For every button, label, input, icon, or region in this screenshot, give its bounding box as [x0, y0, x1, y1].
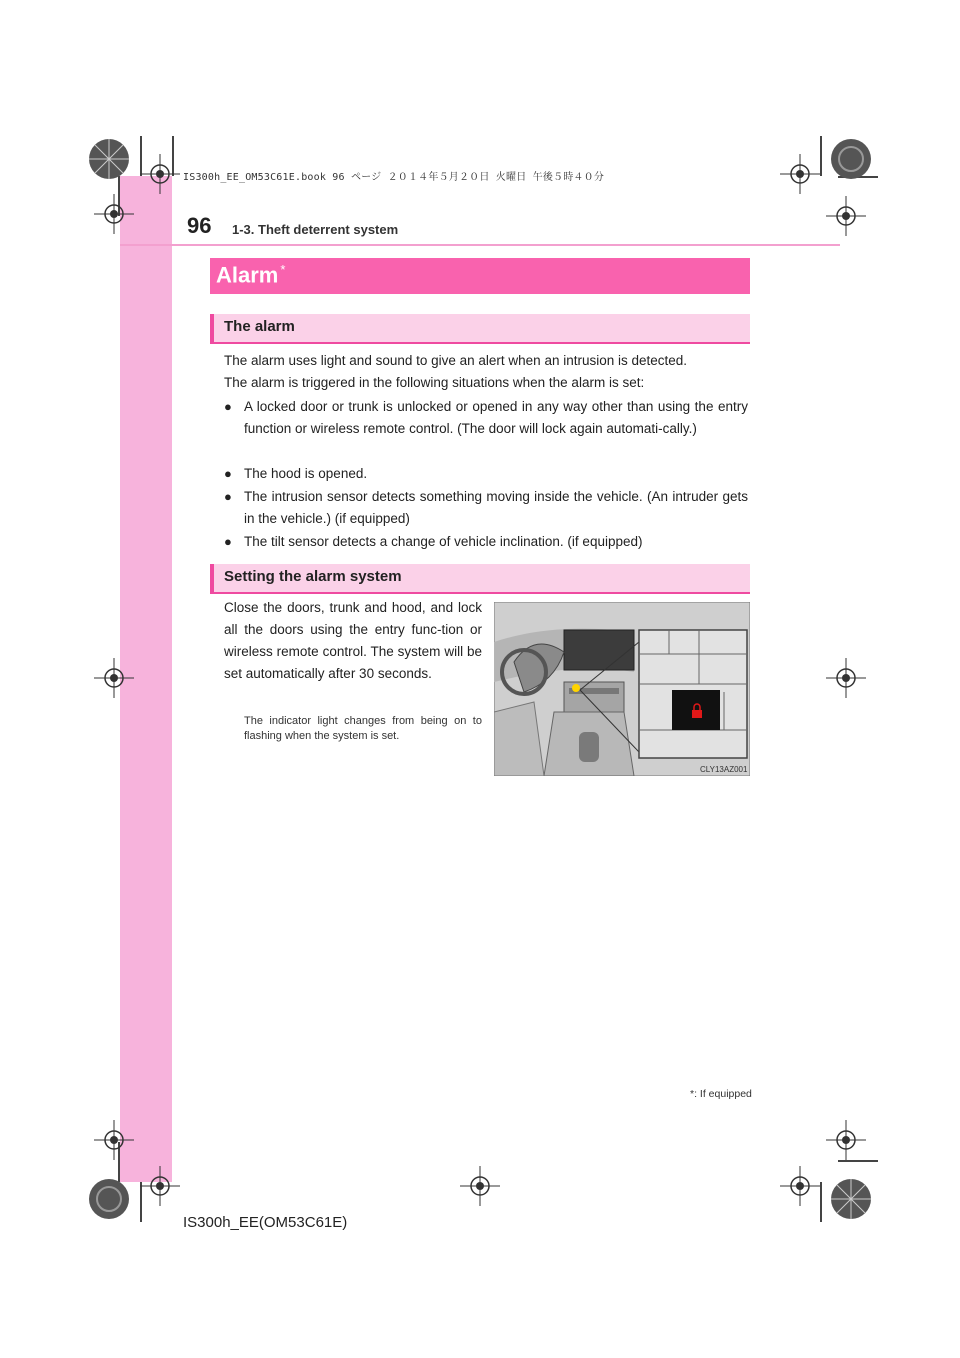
- crosshair-icon: [94, 658, 134, 698]
- dashboard-illustration: [494, 602, 750, 776]
- main-title-bar: [210, 258, 750, 294]
- registration-mark-icon: [828, 1176, 874, 1222]
- bullet-icon: ●: [224, 534, 232, 549]
- page-number: 96: [187, 213, 212, 238]
- crop-mark: [820, 136, 822, 176]
- crosshair-icon: [460, 1166, 500, 1206]
- crosshair-icon: [94, 1120, 134, 1160]
- setting-paragraph: Close the doors, trunk and hood, and lock all the doors using the entry func-tion or wireless remote control. The system will be set automatically after 30 seconds.: [224, 600, 482, 681]
- list-item: ● The intrusion sensor detects something moving inside the vehicle. (An intruder gets in the vehicle.) (if equipped): [224, 486, 748, 530]
- footnote: *: If equipped: [690, 1088, 752, 1100]
- footer-code: IS300h_EE(OM53C61E): [183, 1214, 348, 1231]
- crosshair-icon: [140, 1166, 180, 1206]
- main-title: [216, 262, 285, 288]
- subsection-title: The alarm: [224, 318, 295, 335]
- section-name: 1-3. Theft deterrent system: [232, 222, 399, 237]
- image-code: CLY13AZ001: [700, 765, 748, 774]
- indicator-note: The indicator light changes from being on to flashing when the system is set.: [244, 715, 482, 742]
- crosshair-icon: [826, 196, 866, 236]
- registration-mark-icon: [86, 136, 132, 182]
- equipped-mark: *: [280, 262, 286, 277]
- list-item: ● The hood is opened.: [224, 463, 748, 485]
- subsection-header-setting: [210, 564, 750, 592]
- list-item: ● The tilt sensor detects a change of vehicle inclination. (if equipped): [224, 531, 748, 553]
- crop-mark: [838, 1160, 878, 1162]
- registration-mark-icon: [86, 1176, 132, 1222]
- list-item: ● A locked door or trunk is unlocked or opened in any way other than using the entry function or wireless remote control. (The door will lock again automati-cally.): [224, 396, 748, 440]
- crosshair-icon: [94, 194, 134, 234]
- registration-mark-icon: [828, 136, 874, 182]
- bullet-icon: ●: [224, 466, 232, 481]
- main-title-text: Alarm: [216, 262, 279, 288]
- header-rule: [120, 244, 840, 246]
- crosshair-icon: [826, 1120, 866, 1160]
- crosshair-icon: [140, 154, 180, 194]
- bullet-icon: ●: [224, 399, 232, 414]
- subsection-title: Setting the alarm system: [224, 568, 402, 585]
- print-info: IS300h_EE_OM53C61E.book 96 ページ ２０１４年５月２０日 火曜日 午後５時４０分: [183, 172, 605, 183]
- intro-paragraph: The alarm uses light and sound to give an alert when an intrusion is detected.: [224, 353, 688, 368]
- crosshair-icon: [826, 658, 866, 698]
- subsection-header-the-alarm: [210, 314, 750, 342]
- crosshair-icon: [780, 1166, 820, 1206]
- intro-paragraph: The alarm is triggered in the following situations when the alarm is set:: [224, 375, 645, 390]
- crop-mark: [820, 1182, 822, 1222]
- crosshair-icon: [780, 154, 820, 194]
- bullet-icon: ●: [224, 489, 232, 504]
